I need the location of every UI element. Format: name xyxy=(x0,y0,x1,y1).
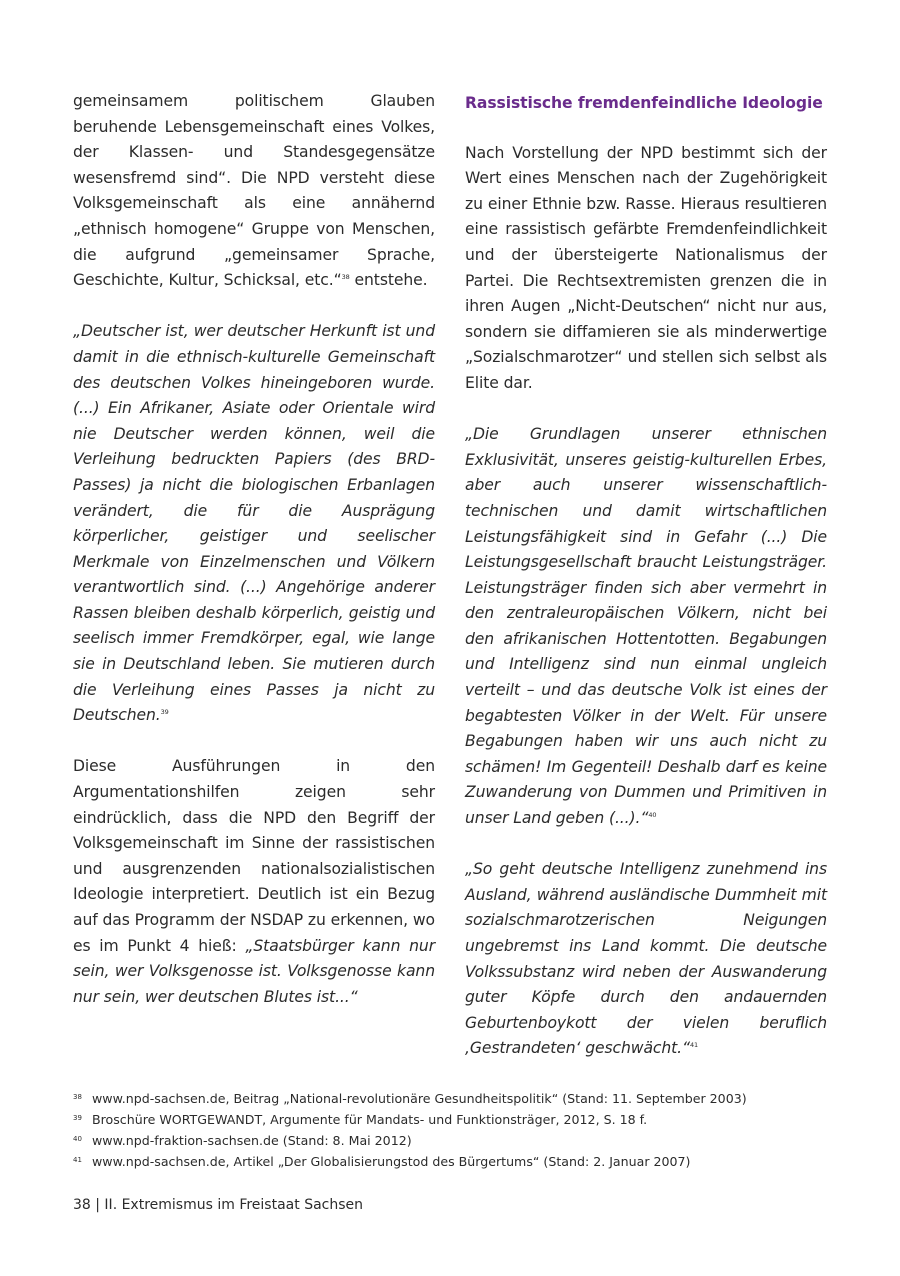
footnote-number: 39 xyxy=(73,1114,82,1122)
footnote-number: 40 xyxy=(73,1135,82,1143)
footnote-number: 38 xyxy=(73,1093,82,1101)
footnote xyxy=(73,1151,833,1172)
footnote xyxy=(73,1130,833,1151)
footnote-ref[interactable]: 41 xyxy=(690,1041,699,1050)
footnote-text: www.npd-sachsen.de, Beitrag „National-revolutionäre Gesundheitspolitik“ (Stand: 11. September 2003) xyxy=(92,1091,747,1106)
paragraph: gemeinsamem politischem Glauben beruhende Lebensgemeinschaft eines Volkes, der Klassen- und Standesgegensätze wesensfremd sind“. Die NPD versteht diese Volksgemeinschaft als eine annähernd „ethnisch homogene“ Gruppe von Menschen, die aufgrund „gemeinsamer Sprache, Geschichte, Kultur, Schicksal, etc.“$^{38}$ entstehe. xyxy=(73,92,435,290)
block-quote: „Deutscher ist, wer deutscher Herkunft ist und damit in die ethnisch-kulturelle Gemeinschaft des deutschen Volkes hineingeboren wurde. (...) Ein Afrikaner, Asiate oder Orientale wird nie Deutscher werden können, weil die Verleihung bedruckten Papiers (des BRD-Passes) ja nicht die biologischen Erbanlagen verändert, die für die Ausprägung körperlicher, geistiger und seelischer Merkmale von Einzelmenschen und Völkern verantwortlich sind. (...) Angehörige anderer Rassen bleiben deshalb körperlich, geistig und seelisch immer Fremdkörper, egal, wie lange sie in Deutschland leben. Sie mutieren durch die Verleihung eines Passes ja nicht zu Deutschen.$^{39}$ xyxy=(73,322,435,725)
footnote-text: www.npd-fraktion-sachsen.de (Stand: 8. Mai 2012) xyxy=(92,1133,412,1148)
footnote-ref[interactable]: 39 xyxy=(160,708,169,717)
section-heading: Rassistische fremdenfeindliche Ideologie xyxy=(465,94,823,112)
right-column xyxy=(465,89,827,1088)
inline-quote: „Staatsbürger kann nur sein, wer Volksgenosse ist. Volksgenosse kann nur sein, wer deutschen Blutes ist...“ xyxy=(73,936,435,1006)
block-quote: „So geht deutsche Intelligenz zunehmend ins Ausland, während ausländische Dummheit mit sozialschmarotzerischen Neigungen ungebremst ins Land kommt. Die deutsche Volkssubstanz wird neben der Auswanderung guter Köpfe durch den andauernden Geburtenboykott der vielen beruflich ‚Gestrandeten‘ geschwächt.“$^{41}$ xyxy=(465,860,827,1058)
left-column xyxy=(73,89,435,1036)
block-quote: „Die Grundlagen unserer ethnischen Exklusivität, unseres geistig-kulturellen Erbes, aber auch unserer wissenschaftlich-technischen und damit wirtschaftlichen Leistungsfähigkeit sind in Gefahr (...) Die Leistungsgesellschaft braucht Leistungsträger. Leistungsträger finden sich aber vermehrt in den zentraleuropäischen Völkern, nicht bei den afrikanischen Hottentotten. Begabungen und Intelligenz sind nun einmal ungleich verteilt – und das deutsche Volk ist eines der begabtesten Völker in der Welt. Für unsere Begabungen haben wir uns auch nicht zu schämen! Im Gegenteil! Deshalb darf es keine Zuwanderung von Dummen und Primitiven in unser Land geben (...).“$^{40}$ xyxy=(465,425,827,828)
footnote-ref[interactable]: 40 xyxy=(648,810,657,819)
footnote xyxy=(73,1109,833,1130)
footnote-number: 41 xyxy=(73,1156,82,1164)
paragraph: Diese Ausführungen in den Argumentationshilfen zeigen sehr eindrücklich, dass die NPD den Begriff der Volksgemeinschaft im Sinne der rassistischen und ausgrenzenden nationalsozialistischen Ideologie interpretiert. Deutlich ist ein Bezug auf das Programm der NSDAP zu erkennen, wo es im Punkt 4 hieß: „Staatsbürger kann nur sein, wer Volksgenosse ist. Volksgenosse kann nur sein, wer deutschen Blutes ist...“ xyxy=(73,757,435,1006)
footnote-text: www.npd-sachsen.de, Artikel „Der Globalisierungstod des Bürgertums“ (Stand: 2. Januar 2007) xyxy=(92,1154,691,1169)
page-footer: 38 | II. Extremismus im Freistaat Sachsen xyxy=(73,1197,364,1213)
footnotes xyxy=(73,1088,833,1172)
footnote xyxy=(73,1088,833,1109)
paragraph: Nach Vorstellung der NPD bestimmt sich der Wert eines Menschen nach der Zugehörigkeit zu einer Ethnie bzw. Rasse. Hieraus resultieren eine rassistisch gefärbte Fremdenfeindlichkeit und der übersteigerte Nationalismus der Partei. Die Rechtsextremisten grenzen die in ihren Augen „Nicht-Deutschen“ nicht nur aus, sondern sie diffamieren sie als minderwertige „Sozialschmarotzer“ und stellen sich selbst als Elite dar. xyxy=(465,143,827,392)
footnote-text: Broschüre WORTGEWANDT, Argumente für Mandats- und Funktionsträger, 2012, S. 18 f. xyxy=(92,1112,648,1127)
footnote-ref[interactable]: 38 xyxy=(341,272,350,281)
